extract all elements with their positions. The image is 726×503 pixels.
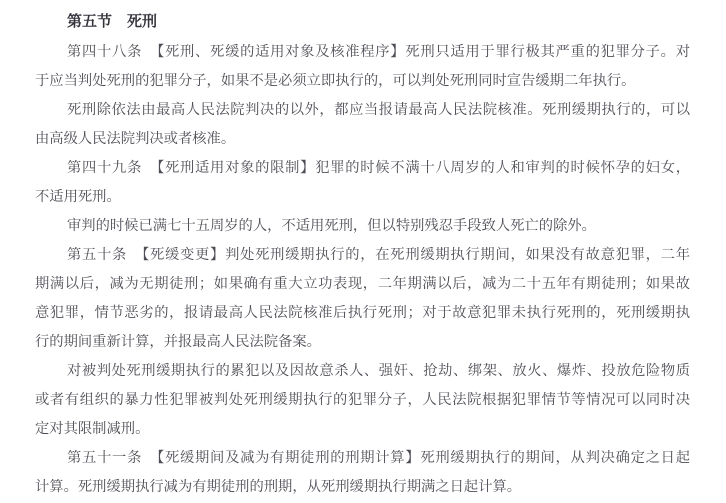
- text-line: 计算。死刑缓期执行减为有期徒刑的刑期，从死刑缓期执行期满之日起计算。: [35, 479, 522, 495]
- text-line: 第五十一条 【死缓期间及减为有期徒刑的刑期计算】死刑缓期执行的期间，从判决确定之日起: [67, 450, 690, 466]
- text-line: 死刑除依法由最高人民法院判决的以外，都应当报请最高人民法院核准。死刑缓期执行的，可以: [67, 102, 690, 118]
- text-line: 定对其限制减刑。: [35, 421, 150, 437]
- text-line: 第四十八条 【死刑、死缓的适用对象及核准程序】死刑只适用于罪行极其严重的犯罪分子。对: [67, 44, 690, 60]
- text-line: 期满以后，减为无期徒刑；如果确有重大立功表现，二年期满以后，减为二十五年有期徒刑；如果故: [35, 276, 690, 292]
- text-line: 第五十条 【死缓变更】判处死刑缓期执行的，在死刑缓期执行期间，如果没有故意犯罪，二年: [67, 247, 690, 263]
- text-line: 不适用死刑。: [35, 189, 121, 205]
- text-line: 意犯罪，情节恶劣的，报请最高人民法院核准后执行死刑；对于故意犯罪未执行死刑的，死刑缓期执: [35, 305, 690, 321]
- text-line: 于应当判处死刑的犯罪分子，如果不是必须立即执行的，可以判处死刑同时宣告缓期二年执行。: [35, 73, 636, 89]
- text-line: 或者有组织的暴力性犯罪被判处死刑缓期执行的犯罪分子，人民法院根据犯罪情节等情况可以同时决: [35, 392, 690, 408]
- text-line: 第四十九条 【死刑适用对象的限制】犯罪的时候不满十八周岁的人和审判的时候怀孕的妇女，: [67, 160, 690, 176]
- text-line: 审判的时候已满七十五周岁的人，不适用死刑，但以特别残忍手段致人死亡的除外。: [67, 218, 596, 234]
- text-line: 由高级人民法院判决或者核准。: [35, 131, 236, 147]
- text-line: 对被判处死刑缓期执行的累犯以及因故意杀人、强奸、抢劫、绑架、放火、爆炸、投放危险物质: [67, 363, 690, 379]
- text-line: 行的期间重新计算，并报最高人民法院备案。: [35, 334, 321, 350]
- section-heading: 第五节 死刑: [67, 13, 158, 30]
- paragraphs: [35, 38, 690, 502]
